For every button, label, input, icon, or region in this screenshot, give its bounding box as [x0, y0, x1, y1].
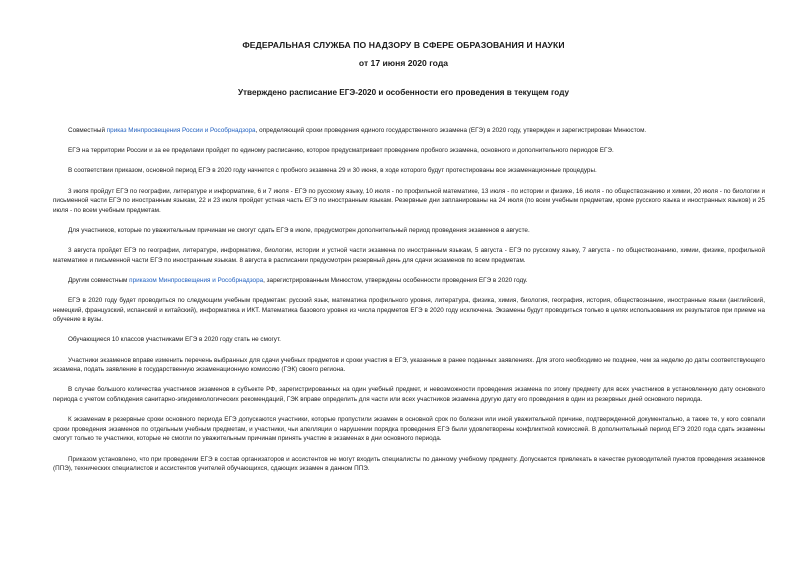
paragraph-9: Обучающиеся 10 классов участниками ЕГЭ в 2020 году стать не смогут. — [68, 336, 281, 344]
paragraph-4: 3 июля пройдут ЕГЭ по географии, литературе и информатике, 6 и 7 июля - ЕГЭ по русскому языку, 10 июля - по профильной математике, 13 июля - по истории и физике, 16 июля - по обществознанию и химии, 20 июля - по биологии и письменной части ЕГЭ по иностранным языкам, 22 и 23 июля пройдет устная часть ЕГЭ по иностранным языкам. Резервные дни запланированы на 24 июля (по всем учебным предметам, кроме русского языка и иностранных языков) и 25 июля - по всем учебным предметам. — [53, 187, 765, 214]
paragraph-5: Для участников, которые по уважительным причинам не смогут сдать ЕГЭ в июле, предусмотрен дополнительный период проведения экзаменов в августе. — [68, 226, 530, 234]
paragraph-3: В соответствии приказом, основной период ЕГЭ в 2020 году начнется с пробного экзамена 29 и 30 июня, в ходе которого будут протестированы все экзаменационные процедуры. — [68, 167, 597, 175]
paragraph-6: 3 августа пройдет ЕГЭ по географии, литературе, информатике, биологии, истории и устной части экзамена по иностранным языкам, 5 августа - ЕГЭ по русскому языку, 7 августа - по обществознанию, химии, физике, профильной математике и письменной части ЕГЭ по иностранным языкам. 8 августа в расписании предусмотрен резервный день для сдачи экзаменов по всем предметам. — [53, 247, 765, 264]
document-date: от 17 июня 2020 года — [358, 58, 449, 68]
order-link-1[interactable]: приказ Минпросвещения России и Рособрнадзора — [106, 127, 256, 134]
paragraph-10: Участники экзаменов вправе изменить перечень выбранных для сдачи учебных предметов и сроки участия в ЕГЭ, указанные в ранее поданных заявлениях. Для этого необходимо не позднее, чем за неделю до даты соответствующего экзамена, подать заявление в государственную экзаменационную комиссию (ГЭК) своего региона. — [53, 356, 765, 374]
order-link-2[interactable]: приказом Минпросвещения и Рособрнадзора — [129, 276, 264, 284]
paragraph-8: ЕГЭ в 2020 году будет проводиться по следующим учебным предметам: русский язык, математика профильного уровня, литература, физика, химия, биология, география, история, обществознание, иностранные языки (английский, немецкий, французский, испанский и китайский), информатика и ИКТ. Математика базового уровня из числа предметов ЕГЭ в 2020 году исключена. Экзамены будут проводиться только в целях использования их результатов при приеме на обучение в вузы. — [53, 297, 765, 324]
paragraph-7: Другим совместным приказом Минпросвещения и Рособрнадзора, зарегистрированным Минюстом, утверждены особенности проведения ЕГЭ в 2020 году. — [68, 276, 528, 284]
organization-title: ФЕДЕРАЛЬНАЯ СЛУЖБА ПО НАДЗОРУ В СФЕРЕ ОБРАЗОВАНИЯ И НАУКИ — [242, 40, 565, 50]
paragraph-11: В случае большого количества участников экзаменов в субъекте РФ, зарегистрированных на один учебный предмет, и невозможности проведения экзамена по этому предмету для всех участников в установленную дату основного периода с учетом соблюдения санитарно-эпидемиологических рекомендаций, ГЭК вправе определить для части или всех участников экзамена другую дату его проведения в один из резервных дней основного периода. — [53, 386, 765, 404]
paragraph-1: Совместный приказ Минпросвещения России и Рособрнадзора, определяющий сроки проведения единого государственного экзамена (ЕГЭ) в 2020 году, утвержден и зарегистрирован Минюстом. — [68, 127, 647, 134]
paragraph-12: К экзаменам в резервные сроки основного периода ЕГЭ допускаются участники, которые пропустили экзамен в основной срок по болезни или иной уважительной причине, подтвержденной документально, а также те, у кого совпали сроки проведения экзаменов по отдельным учебным предметам, и участники, чьи апелляции о нарушении порядка проведения ЕГЭ были удовлетворены конфликтной комиссией. В дополнительный период ЕГЭ 2020 года сдать экзамены смогут только те участники, которые не смогли по уважительным причинам принять участие в экзаменах в дни основного периода. — [53, 416, 765, 443]
paragraph-2: ЕГЭ на территории России и за ее пределами пройдет по единому расписанию, которое предусматривает проведение пробного экзамена, основного и дополнительного периодов ЕГЭ. — [68, 147, 614, 155]
document-title: Утверждено расписание ЕГЭ-2020 и особенности его проведения в текущем году — [237, 88, 570, 97]
document-body — [53, 126, 765, 484]
paragraph-13: Приказом установлено, что при проведении ЕГЭ в состав организаторов и ассистентов не могут входить специалисты по данному учебному предмету. Допускается привлекать в качестве руководителей пунктов проведения экзаменов (ППЭ), технических специалистов и ассистентов учителей обучающихся, сдающих экзамен в данном ППЭ. — [53, 455, 765, 473]
